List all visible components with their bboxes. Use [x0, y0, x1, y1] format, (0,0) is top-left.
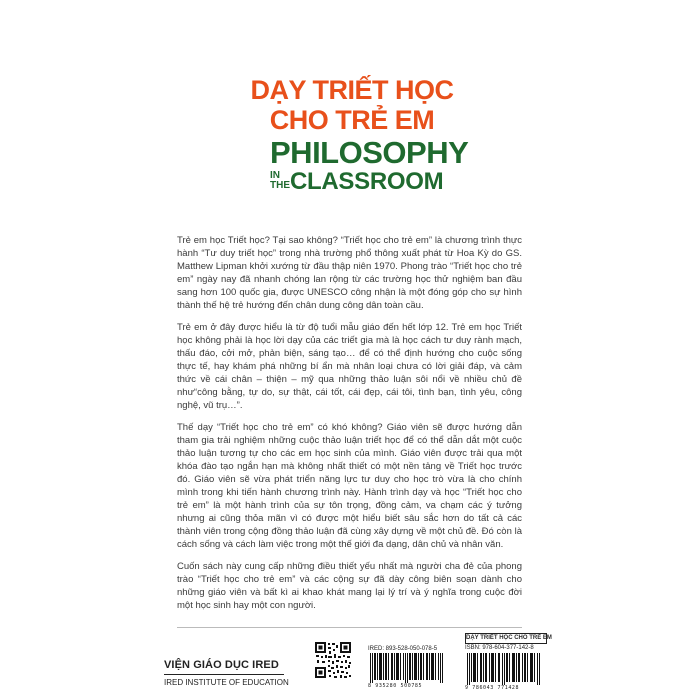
qr-code-graphic: [314, 641, 352, 679]
barcode-isbn-number: 9 786043 771428: [465, 685, 520, 691]
title-english-classroom: CLASSROOM: [290, 168, 444, 195]
barcode-book-title: DẠY TRIẾT HỌC CHO TRẺ EM: [465, 633, 547, 644]
publisher-name: VIỆN GIÁO DỤC IRED: [164, 659, 284, 675]
barcode-ired: [368, 645, 454, 691]
barcode-ired-bars: [368, 653, 448, 683]
body-paragraph-1: Trẻ em học Triết học? Tại sao không? “Triết học cho trẻ em” là chương trình thực hành “Tư duy triết học” trong nhà trường phổ thông xuất phát từ Hoa Kỳ do GS. Matthew Lipman khởi xướng từ đầu thập niên 1970. Phong trào “Triết học cho trẻ em” ngày nay đã nhanh chóng lan rộng từ các trường học thử nghiệm ban đầu sang hơn 100 quốc gia, được UNESCO công nhận là một đóng góp cho sự hình thành thế hệ trẻ hướng đến chân dung công dân toàn cầu.: [177, 235, 522, 311]
title-english-in-the: [270, 171, 288, 191]
publisher-logo: [164, 659, 289, 687]
publisher-name-english: IRED INSTITUTE OF EDUCATION: [164, 678, 289, 687]
body-paragraph-2: Trẻ em ở đây được hiểu là từ độ tuổi mẫu giáo đến hết lớp 12. Trẻ em học Triết học không phải là học lời dạy của các triết gia mà là học cách tư duy rành mạch, thấu đáo, cởi mở, phản biện, sáng tạo… để có thể định hướng cho cuộc sống thực tế, hay khám phá những bí ẩn mà nhân loại chưa có lời giải đáp, và cảm thức về cái chân – thiện – mỹ qua những thảo luận sôi nổi về nhiều chủ đề như“công bằng, tự do, sự thật, cái tốt, cái đẹp, cái tôi, tình bạn, tình yêu, công nghệ, vũ trụ…”.: [177, 322, 522, 411]
title-english-philosophy: PHILOSOPHY: [270, 135, 469, 170]
barcode-isbn: [465, 633, 552, 691]
qr-code: [314, 641, 352, 679]
body-paragraph-3: Thế dạy “Triết học cho trẻ em” có khó không? Giáo viên sẽ được hướng dẫn tham gia trải nghiệm những cuộc thảo luận triết học để có thể dẫn dắt một cuộc thảo luận tương tự cho các em học sinh của mình. Giáo viên được trải qua một khóa đào tạo ngắn hạn mà không nhất thiết có một nền tảng về Triết học trước đó. Giáo viên sẽ vừa phát triển năng lực tư duy cho học trò vừa là cho chính mình trong khi tiến hành chương trình này. Hành trình dạy và học “Triết học cho trẻ em” là một hành trình của sự tôn trọng, đồng cảm, va chạm các ý tưởng nhưng ai cũng thỏa mãn vì có được một hiểu biết sâu sắc hơn do tất cả các thành viên trong cộng đồng thảo luận đã cùng xây dựng về một chủ đề. Đó còn là cách sống và cách làm việc trong một thế giới đa dạng, dân chủ và nhân văn.: [177, 422, 522, 550]
barcode-ired-number: 8 935280 500785: [368, 683, 423, 689]
book-back-cover: [142, 44, 562, 694]
barcode-isbn-bars: [465, 653, 545, 685]
body-text: [177, 234, 522, 621]
footer-divider: [177, 627, 522, 628]
barcode-isbn-label: ISBN: 978-604-377-142-8: [465, 645, 534, 651]
barcode-ired-label: IRED: 893-528-050-078-5: [368, 646, 438, 652]
title-in: IN: [270, 170, 280, 181]
title-vietnamese-line2: CHO TRẺ EM: [269, 105, 435, 135]
title-vietnamese-line1: DẠY TRIẾT HỌC: [250, 75, 454, 105]
title-the: THE: [270, 180, 290, 191]
body-paragraph-4: Cuốn sách này cung cấp những điều thiết yếu nhất mà người cha đẻ của phong trào “Triết học cho trẻ em” và các cộng sự đã dày công biên soạn dành cho những giáo viên và bất kì ai khao khát mang lại lý trí và ý nghĩa trong cuộc đời một học sinh hay một con người.: [177, 561, 522, 611]
